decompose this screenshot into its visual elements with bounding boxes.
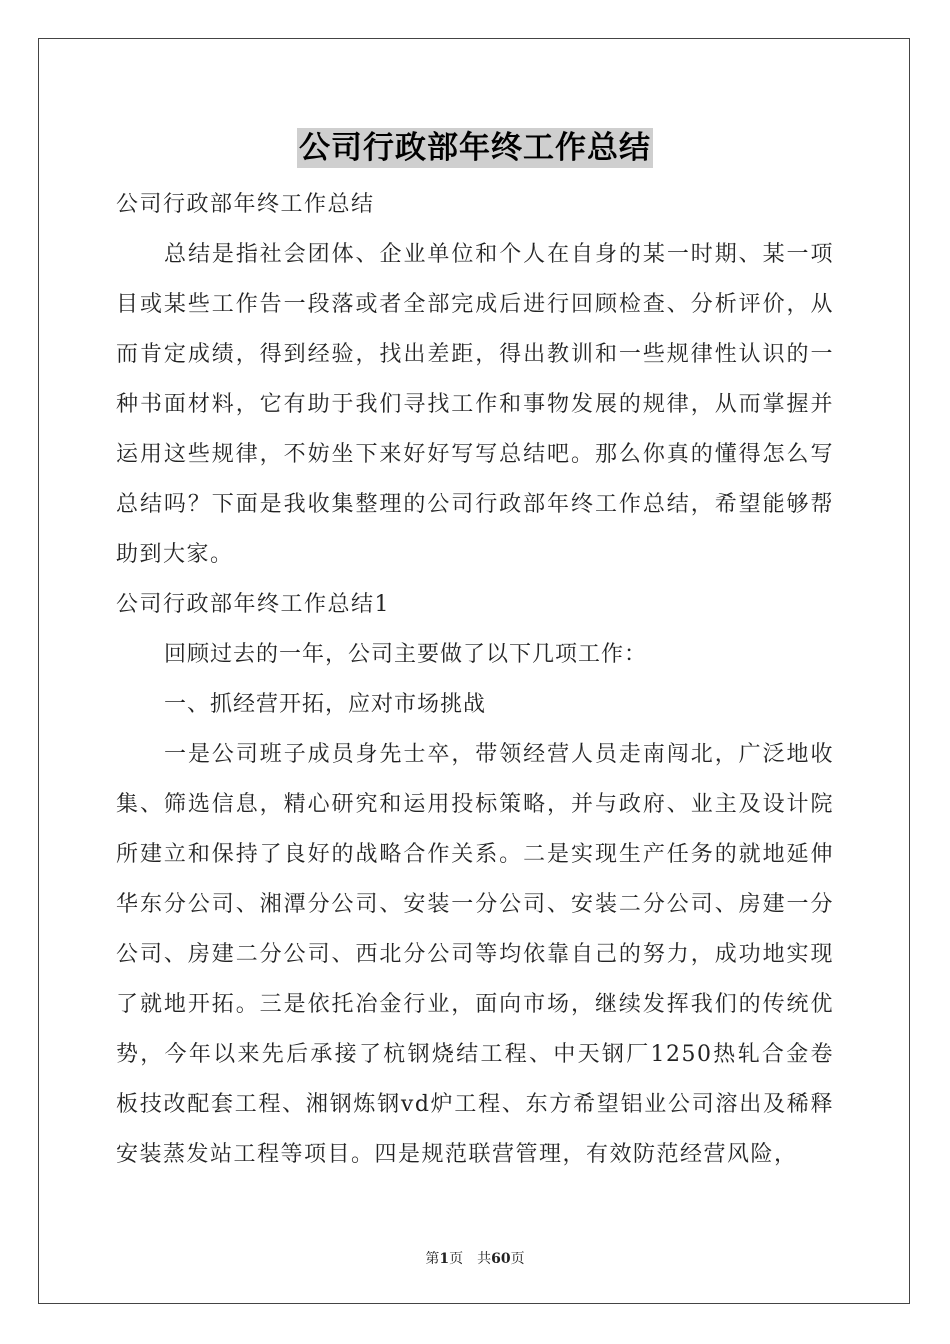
document-body [116,180,834,1180]
page-footer [0,1248,950,1268]
footer-page-suffix: 页 [510,1251,525,1267]
document-title: 公司行政部年终工作总结 [299,130,651,166]
footer-page-mid: 页 共 [449,1251,492,1267]
item-heading: 一、抓经营开拓，应对市场挑战 [164,692,487,717]
intro-paragraph: 总结是指社会团体、企业单位和个人在自身的某一时期、某一项目或某些工作告一段落或者全部完成后进行回顾检查、分析评价，从而肯定成绩，得到经验，找出差距，得出教训和一些规律性认识的一种书面材料，它有助于我们寻找工作和事物发展的规律，从而掌握并运用这些规律，不妨坐下来好好写写总结吧。那么你真的懂得怎么写总结吗？下面是我收集整理的公司行政部年终工作总结，希望能够帮助到大家。 [116,242,834,567]
footer-page-prefix: 第 [425,1251,440,1267]
footer-page-total: 60 [491,1251,511,1267]
document-title-container [0,128,950,168]
item-body-paragraph: 一是公司班子成员身先士卒，带领经营人员走南闯北，广泛地收集、筛选信息，精心研究和运用投标策略，并与政府、业主及设计院所建立和保持了良好的战略合作关系。二是实现生产任务的就地延伸华东分公司、湘潭分公司、安装一分公司、安装二分公司、房建一分公司、房建二分公司、西北分公司等均依靠自己的努力，成功地实现了就地开拓。三是依托冶金行业，面向市场，继续发挥我们的传统优势，今年以来先后承接了杭钢烧结工程、中天钢厂1250热轧合金卷板技改配套工程、湘钢炼钢vd炉工程、东方希望铝业公司溶出及稀释安装蒸发站工程等项目。四是规范联营管理，有效防范经营风险， [116,742,834,1167]
section-title: 公司行政部年终工作总结1 [116,592,390,617]
footer-page-current: 1 [439,1251,450,1267]
subtitle: 公司行政部年终工作总结 [116,192,375,217]
review-intro: 回顾过去的一年，公司主要做了以下几项工作： [164,642,648,667]
